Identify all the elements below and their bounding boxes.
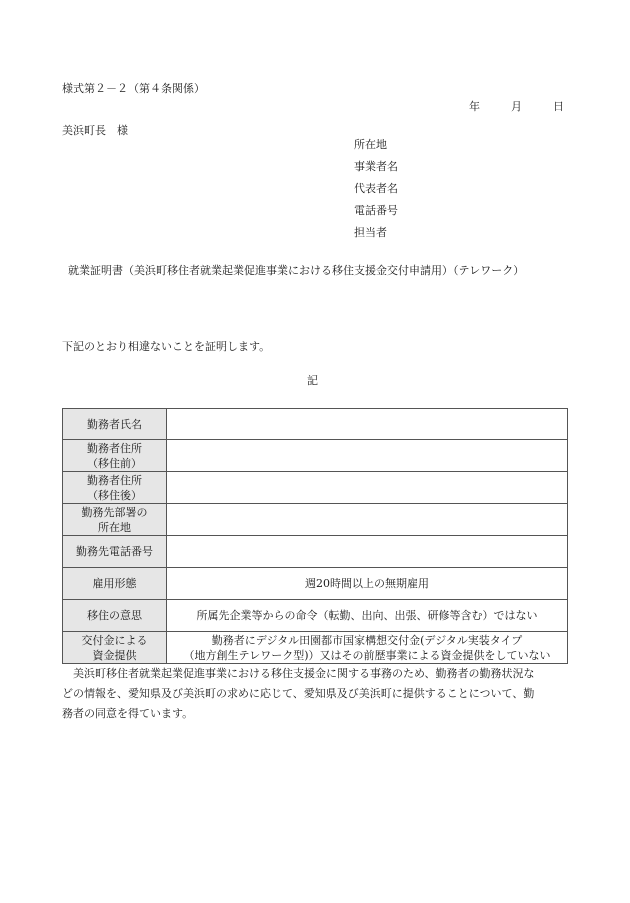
value-grant-funding: 勤務者にデジタル田園都市国家構想交付金(デジタル実装タイプ （地方創生テレワーク型)）又はその前歴事業による資金提供をしていない — [167, 632, 568, 664]
date-day: 日 — [553, 100, 564, 113]
label-workplace-phone: 勤務先電話番号 — [63, 536, 167, 568]
certification-table — [62, 408, 568, 664]
table-row-worker-name — [63, 409, 568, 440]
value-relocation-intent: 所属先企業等からの命令（転勤、出向、出張、研修等含む）ではない — [167, 600, 568, 632]
table-row-workplace-phone — [63, 536, 568, 568]
date-month: 月 — [511, 100, 522, 113]
label-address-before: 勤務者住所 （移住前） — [63, 440, 167, 472]
value-address-before — [167, 440, 568, 472]
table-row-employment-type — [63, 568, 568, 600]
table-row-department-location — [63, 504, 568, 536]
label-relocation-intent: 移住の意思 — [63, 600, 167, 632]
label-address-after: 勤務者住所 （移住後） — [63, 472, 167, 504]
value-workplace-phone — [167, 536, 568, 568]
table-row-relocation-intent — [63, 600, 568, 632]
issuer-contact-label: 担当者 — [354, 226, 387, 239]
issuer-address-label: 所在地 — [354, 138, 387, 151]
form-number: 様式第２－２（第４条関係） — [62, 82, 205, 95]
date-line — [469, 98, 564, 114]
document-title: 就業証明書（美浜町移住者就業起業促進事業における移住支援金交付申請用）（テレワーク） — [68, 264, 525, 277]
label-worker-name: 勤務者氏名 — [63, 409, 167, 440]
table-row-address-before — [63, 440, 568, 472]
consent-line-1: 美浜町移住者就業起業促進事業における移住支援金に関する事務のため、勤務者の勤務状況な — [62, 667, 535, 680]
consent-paragraph — [62, 664, 568, 724]
value-employment-type: 週20時間以上の無期雇用 — [167, 568, 568, 600]
consent-line-3: 務者の同意を得ています。 — [62, 707, 194, 720]
intro-statement: 下記のとおり相違ないことを証明します。 — [62, 340, 271, 353]
label-employment-type: 雇用形態 — [63, 568, 167, 600]
value-worker-name — [167, 409, 568, 440]
date-year: 年 — [469, 100, 480, 113]
consent-line-2: どの情報を、愛知県及び美浜町の求めに応じて、愛知県及び美浜町に提供することについて、勤 — [62, 687, 535, 700]
label-department-location: 勤務先部署の 所在地 — [63, 504, 167, 536]
value-department-location — [167, 504, 568, 536]
issuer-phone-label: 電話番号 — [354, 204, 398, 217]
issuer-representative-label: 代表者名 — [354, 182, 398, 195]
issuer-block — [354, 137, 398, 247]
label-grant-funding: 交付金による 資金提供 — [63, 632, 167, 664]
table-row-grant-funding — [63, 632, 568, 664]
addressee: 美浜町長 様 — [62, 124, 128, 137]
value-address-after — [167, 472, 568, 504]
table-row-address-after — [63, 472, 568, 504]
ki-heading: 記 — [307, 374, 318, 387]
issuer-company-label: 事業者名 — [354, 160, 398, 173]
